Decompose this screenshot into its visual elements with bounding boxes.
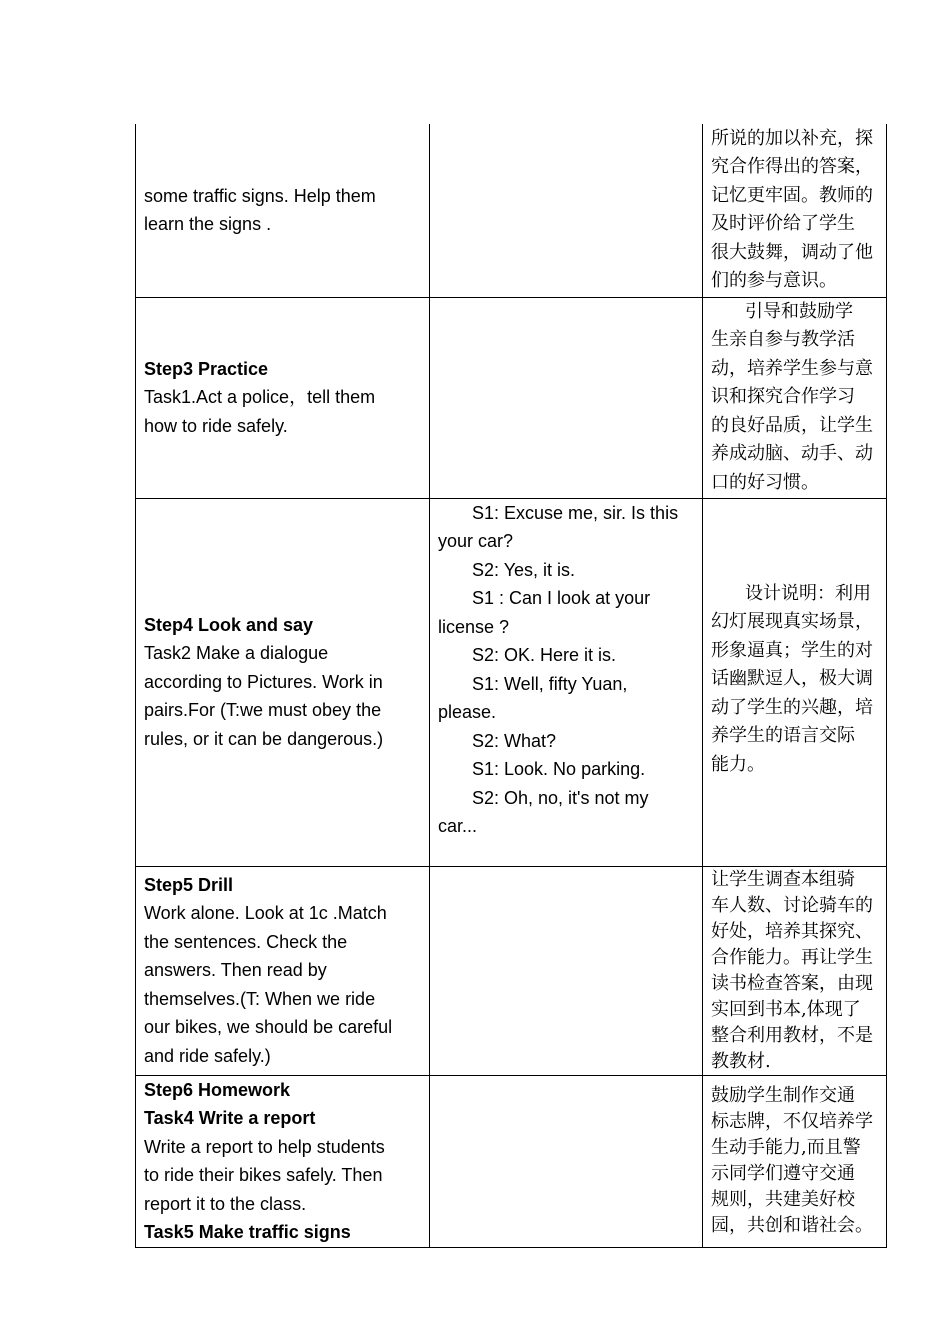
design-note-line: 很大鼓舞，调动了他 [711,241,873,263]
dialogue-line-cont: please. [438,702,497,722]
step-heading: Step3 Practice [144,358,269,379]
design-note-line: 规则，共建美好校 [711,1189,855,1210]
design-note-line: 车人数、讨论骑车的 [711,894,873,916]
procedure-line: our bikes, we should be careful [144,1017,393,1038]
design-note-line: 让学生调查本组骑 [711,868,855,890]
dialogue-line: S2: OK. Here it is. [472,645,617,665]
dialogue-cell [430,498,703,866]
design-note-line: 好处，培养其探究、 [711,920,873,942]
procedure-line: according to Pictures. Work in [144,671,383,692]
table-row [136,498,887,866]
design-note-line: 教教材. [711,1050,771,1072]
design-note-line: 能力。 [711,753,765,775]
step-heading: Step4 Look and say [144,614,314,635]
design-note-cell [703,1075,887,1247]
procedure-line: report it to the class. [144,1193,307,1214]
dialogue-line-cont: car... [438,816,478,836]
dialogue-line: S2: Oh, no, it's not my [472,787,649,808]
design-note-cell [703,498,887,866]
design-note-line: 及时评价给了学生 [711,213,855,235]
dialogue-line: S1: Look. No parking. [472,759,646,779]
procedure-line: Task2 Make a dialogue [144,643,329,664]
step-heading: Step6 Homework [144,1079,291,1100]
design-note-line: 动，培养学生参与意 [711,357,873,379]
table-row [136,297,887,498]
design-note-cell [703,866,887,1075]
procedure-line: the sentences. Check the [144,931,348,952]
design-note-line: 生动手能力,而且警 [711,1137,861,1158]
design-note-line: 园，共创和谐社会。 [711,1215,873,1236]
design-note-line: 引导和鼓励学 [745,300,853,322]
procedure-line: Work alone. Look at 1c .Match [144,903,387,924]
design-note-line: 养学生的语言交际 [711,725,855,746]
procedure-line: to ride their bikes safely. Then [144,1165,383,1185]
dialogue-line-cont: your car? [438,531,514,551]
procedure-cell [136,297,430,498]
task-heading: Task4 Write a report [144,1108,316,1128]
procedure-line: answers. Then read by [144,960,327,981]
design-note-line: 识和探究合作学习 [711,386,855,408]
lesson-plan-table [135,124,887,1248]
procedure-line: learn the signs . [144,214,272,235]
procedure-cell [136,866,430,1075]
procedure-line: and ride safely.) [144,1045,271,1066]
design-note-cell [703,297,887,498]
design-note-line: 形象逼真；学生的对 [711,639,873,661]
activity-cell [430,124,703,297]
design-note-line: 动了学生的兴趣，培 [711,696,873,718]
procedure-line: pairs.For (T:we must obey the [144,700,382,721]
procedure-line: how to ride safely. [144,415,288,436]
procedure-line: some traffic signs. Help them [144,185,376,206]
design-note-line: 究合作得出的答案， [711,156,873,178]
design-note-line: 设计说明：利用 [745,582,871,604]
design-note-line: 合作能力。再让学生 [711,946,873,968]
design-note-line: 口的好习惯。 [711,471,819,493]
design-note-line: 的良好品质，让学生 [711,414,873,436]
design-note-line: 整合利用教材，不是 [711,1024,873,1046]
design-note-line: 生亲自参与教学活 [711,329,855,351]
dialogue-line: S1: Well, fifty Yuan, [472,673,628,694]
design-note-line: 话幽默逗人，极大调 [711,668,873,689]
procedure-line: Task1.Act a police，tell them [144,387,376,408]
procedure-line: Write a report to help students [144,1136,385,1157]
table-row [136,124,887,297]
task-heading: Task5 Make traffic signs [144,1222,351,1242]
design-note-line: 实回到书本,体现了 [711,998,861,1020]
design-note-line: 标志牌，不仅培养学 [711,1111,873,1132]
design-note-line: 鼓励学生制作交通 [711,1085,855,1106]
dialogue-line: S2: What? [472,730,557,751]
procedure-cell [136,1075,430,1247]
procedure-cell [136,498,430,866]
activity-cell [430,297,703,498]
procedure-cell [136,124,430,297]
design-note-cell [703,124,887,297]
dialogue-line: S1: Excuse me, sir. Is this [472,502,679,523]
design-note-line: 们的参与意识。 [711,270,837,292]
design-note-line: 幻灯展现真实场景， [711,611,873,632]
design-note-line: 记忆更牢固。教师的 [711,184,873,206]
design-note-line: 读书检查答案，由现 [711,972,873,994]
step-heading: Step5 Drill [144,874,234,895]
dialogue-line: S1 : Can I look at your [472,588,651,608]
activity-cell [430,866,703,1075]
design-note-line: 示同学们遵守交通 [711,1163,855,1184]
table-row [136,1075,887,1247]
dialogue-line: S2: Yes, it is. [472,559,576,580]
procedure-line: themselves.(T: When we ride [144,988,376,1009]
activity-cell [430,1075,703,1247]
design-note-line: 养成动脑、动手、动 [711,443,873,465]
design-note-line: 所说的加以补充，探 [711,127,873,149]
dialogue-line-cont: license ? [438,616,510,637]
procedure-line: rules, or it can be dangerous.) [144,728,384,749]
table-row [136,866,887,1075]
